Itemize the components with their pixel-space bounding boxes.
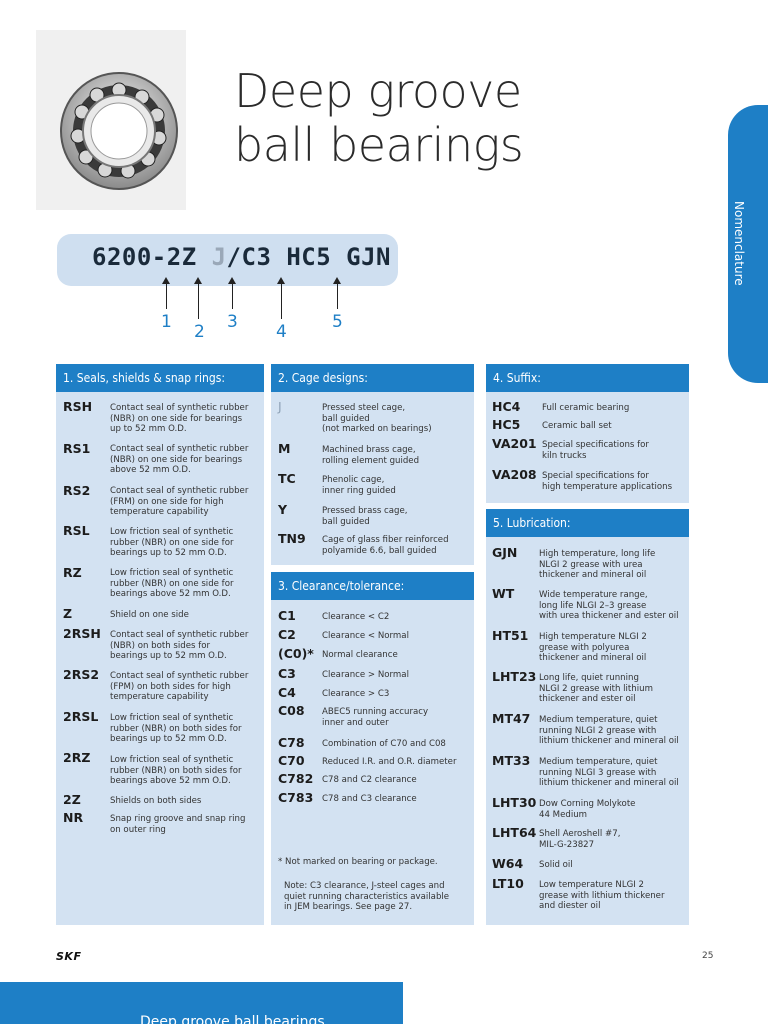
lube-desc: High temperature NLGI 2 grease with polyurea thickener and mineral oil: [539, 632, 647, 664]
clearance-desc: Combination of C70 and C08: [322, 739, 446, 749]
seal-desc: Contact seal of synthetic rubber (FPM) on both sides for high temperature capability: [110, 671, 249, 703]
arrow-3: [232, 281, 233, 309]
seals-heading: 1. Seals, shields & snap rings:: [56, 364, 264, 392]
marker-1: 1: [161, 312, 172, 332]
section-tab[interactable]: [728, 105, 768, 383]
suffix-desc: Special specifications for high temperature applications: [542, 471, 673, 492]
clearance-code: C1: [278, 608, 296, 623]
title-line-2: ball bearings: [234, 118, 524, 172]
cage-code: J: [278, 399, 282, 414]
lube-desc: Medium temperature, quiet running NLGI 3 grease with lithium thickener and mineral oil: [539, 757, 679, 789]
seal-code: RS2: [63, 483, 91, 498]
seal-desc: Low friction seal of synthetic rubber (NBR) on both sides for bearings above 52 mm O.D.: [110, 755, 242, 787]
lube-desc: Long life, quiet running NLGI 2 grease with lithium thickener and ester oil: [539, 673, 653, 705]
arrow-5: [337, 281, 338, 309]
cage-desc: Phenolic cage, inner ring guided: [322, 475, 396, 496]
lube-code: LT10: [492, 876, 524, 891]
lube-code: HT51: [492, 628, 529, 643]
clearance-footnote: * Not marked on bearing or package.: [278, 857, 438, 867]
marker-4: 4: [276, 322, 287, 342]
designation-part-2: J: [211, 243, 227, 271]
suffix-code: VA201: [492, 436, 537, 451]
marker-2: 2: [194, 322, 205, 342]
seal-code: 2RS2: [63, 667, 100, 682]
seal-desc: Low friction seal of synthetic rubber (NBR) on both sides for bearings up to 52 mm O.D.: [110, 713, 242, 745]
designation-code: [92, 243, 391, 271]
arrow-2: [198, 281, 199, 319]
seal-code: 2RZ: [63, 750, 91, 765]
clearance-desc: ABEC5 running accuracy inner and outer: [322, 707, 429, 728]
seal-code: Z: [63, 606, 73, 621]
marker-5: 5: [332, 312, 343, 332]
page-number: 25: [702, 951, 714, 961]
clearance-code: C3: [278, 666, 296, 681]
lube-desc: Solid oil: [539, 860, 573, 870]
clearance-desc: Clearance < C2: [322, 612, 390, 622]
seal-desc: Shield on one side: [110, 610, 189, 620]
designation-part-3: /C3 HC5 GJN: [226, 243, 391, 271]
seal-code: RSL: [63, 523, 90, 538]
seal-code: RZ: [63, 565, 82, 580]
title-line-1: Deep groove: [234, 64, 522, 118]
seal-desc: Snap ring groove and snap ring on outer ring: [110, 814, 246, 835]
clearance-code: C782: [278, 771, 314, 786]
marker-3: 3: [227, 312, 238, 332]
clearance-code: C70: [278, 753, 305, 768]
seal-desc: Contact seal of synthetic rubber (NBR) on one side for bearings up to 52 mm O.D.: [110, 403, 249, 435]
cage-code: TN9: [278, 531, 306, 546]
page-title: [234, 64, 654, 172]
cages-heading: 2. Cage designs:: [271, 364, 474, 392]
cage-desc: Pressed steel cage, ball guided (not marked on bearings): [322, 403, 432, 435]
clearance-code: C2: [278, 627, 296, 642]
seal-code: NR: [63, 810, 84, 825]
clearance-code: (C0)*: [278, 646, 314, 661]
clearance-code: C78: [278, 735, 305, 750]
clearance-heading: 3. Clearance/tolerance:: [271, 572, 474, 600]
cage-code: TC: [278, 471, 296, 486]
clearance-desc: Normal clearance: [322, 650, 398, 660]
lube-code: MT33: [492, 753, 531, 768]
lube-desc: Medium temperature, quiet running NLGI 2 grease with lithium thickener and mineral oil: [539, 715, 679, 747]
cage-desc: Cage of glass fiber reinforced polyamide 6.6, ball guided: [322, 535, 449, 556]
suffix-desc: Ceramic ball set: [542, 421, 612, 431]
lube-code: MT47: [492, 711, 531, 726]
lube-code: LHT30: [492, 795, 537, 810]
section-tab-label: Nomenclature: [732, 201, 746, 286]
lube-desc: Low temperature NLGI 2 grease with lithium thickener and diester oil: [539, 880, 665, 912]
bearing-image: [58, 70, 180, 192]
designation-part-1: 6200-2Z: [92, 243, 212, 271]
seal-desc: Low friction seal of synthetic rubber (NBR) on one side for bearings up to 52 mm O.D.: [110, 527, 234, 559]
lube-code: LHT23: [492, 669, 537, 684]
suffix-desc: Special specifications for kiln trucks: [542, 440, 649, 461]
lube-code: LHT64: [492, 825, 537, 840]
arrow-4: [281, 281, 282, 319]
seal-code: 2RSL: [63, 709, 99, 724]
cage-code: M: [278, 441, 291, 456]
lube-desc: High temperature, long life NLGI 2 grease with urea thickener and mineral oil: [539, 549, 656, 581]
seal-desc: Contact seal of synthetic rubber (NBR) on both sides for bearings up to 52 mm O.D.: [110, 630, 249, 662]
footer-bar-text: Deep groove ball bearings: [140, 1014, 325, 1030]
suffix-desc: Full ceramic bearing: [542, 403, 630, 413]
clearance-desc: Clearance > Normal: [322, 670, 409, 680]
lubrication-heading: 5. Lubrication:: [486, 509, 689, 537]
clearance-desc: C78 and C3 clearance: [322, 794, 417, 804]
clearance-desc: C78 and C2 clearance: [322, 775, 417, 785]
cage-desc: Machined brass cage, rolling element guided: [322, 445, 420, 466]
seal-desc: Shields on both sides: [110, 796, 202, 806]
suffix-code: HC4: [492, 399, 521, 414]
clearance-code: C783: [278, 790, 314, 805]
suffix-heading: 4. Suffix:: [486, 364, 689, 392]
seal-code: RS1: [63, 441, 91, 456]
seal-desc: Contact seal of synthetic rubber (FRM) on one side for high temperature capability: [110, 486, 249, 518]
clearance-desc: Reduced I.R. and O.R. diameter: [322, 757, 457, 767]
lube-desc: Wide temperature range, long life NLGI 2–3 grease with urea thickener and ester oil: [539, 590, 679, 622]
arrow-1: [166, 281, 167, 309]
clearance-desc: Clearance < Normal: [322, 631, 409, 641]
suffix-code: HC5: [492, 417, 521, 432]
clearance-desc: Clearance > C3: [322, 689, 390, 699]
lube-code: W64: [492, 856, 524, 871]
cage-desc: Pressed brass cage, ball guided: [322, 506, 408, 527]
lube-code: GJN: [492, 545, 518, 560]
clearance-code: C08: [278, 703, 305, 718]
cage-code: Y: [278, 502, 288, 517]
seal-code: 2RSH: [63, 626, 101, 641]
seal-desc: Contact seal of synthetic rubber (NBR) on one side for bearings above 52 mm O.D.: [110, 444, 249, 476]
seal-code: 2Z: [63, 792, 81, 807]
clearance-note: Note: C3 clearance, J-steel cages and quiet running characteristics available in JEM bearings. See page 27.: [284, 881, 450, 913]
clearance-code: C4: [278, 685, 296, 700]
skf-logo: SKF: [56, 950, 82, 963]
lube-desc: Shell Aeroshell #7, MIL-G-23827: [539, 829, 621, 850]
lube-desc: Dow Corning Molykote 44 Medium: [539, 799, 636, 820]
seal-code: RSH: [63, 399, 93, 414]
bearing-photo: [36, 30, 186, 210]
seal-desc: Low friction seal of synthetic rubber (NBR) on one side for bearings above 52 mm O.D.: [110, 568, 234, 600]
lube-code: WT: [492, 586, 515, 601]
suffix-code: VA208: [492, 467, 537, 482]
